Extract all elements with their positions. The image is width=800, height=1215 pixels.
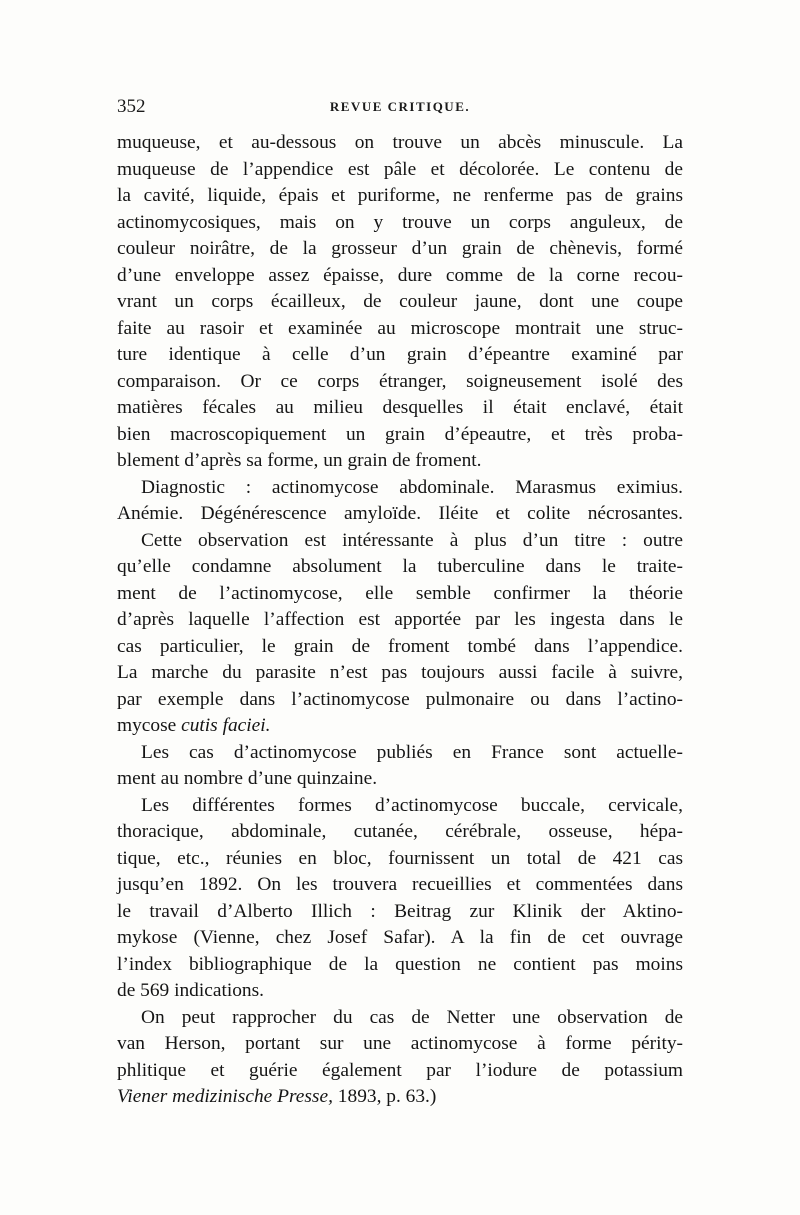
text-line: thoracique, abdominale, cutanée, cérébrale, osseuse, hépa- xyxy=(117,821,683,842)
text-line: bien macroscopiquement un grain d’épeautre, et très proba- xyxy=(117,423,683,445)
text-line: qu’elle condamne absolument la tuberculine dans le traite- xyxy=(117,556,683,577)
text-line: Anémie. Dégénérescence amyloïde. Iléite et colite nécrosantes. xyxy=(117,503,683,524)
text-line: Cette observation est intéressante à plus d’un titre : outre xyxy=(141,529,683,551)
text-line: ment au nombre d’une quinzaine. xyxy=(117,768,378,789)
page-number: 352 xyxy=(117,96,146,117)
running-head: REVUE CRITIQUE. xyxy=(329,99,471,114)
text-line: On peut rapprocher du cas de Netter une observation de xyxy=(141,1006,683,1028)
text-line: de 569 indications. xyxy=(117,980,265,1001)
text-fragment: mycose xyxy=(117,715,177,736)
text-line: van Herson, portant sur une actinomycose à forme périty- xyxy=(117,1033,683,1054)
text-line: ture identique à celle d’un grain d’épeantre examiné par xyxy=(117,344,683,365)
text-line: d’une enveloppe assez épaisse, dure comme de la corne recou- xyxy=(117,264,683,286)
italic-phrase: cutis faciei. xyxy=(181,715,271,736)
text-line: La marche du parasite n’est pas toujours aussi facile à suivre, xyxy=(117,662,683,683)
italic-citation: Viener medizinische Presse, xyxy=(117,1086,333,1107)
text-line: le travail d’Alberto Illich : Beitrag zur Klinik der Aktino- xyxy=(117,900,683,922)
page-header xyxy=(117,96,683,120)
text-line: mykose (Vienne, chez Josef Safar). A la fin de cet ouvrage xyxy=(117,927,683,948)
text-line: actinomycosiques, mais on y trouve un corps anguleux, de xyxy=(117,211,683,233)
text-line: d’après laquelle l’affection est apportée par les ingesta dans le xyxy=(117,609,683,630)
text-line: par exemple dans l’actinomycose pulmonaire ou dans l’actino- xyxy=(117,688,683,710)
text-line: muqueuse de l’appendice est pâle et décolorée. Le contenu de xyxy=(117,158,683,180)
text-line: cas particulier, le grain de froment tombé dans l’appendice. xyxy=(117,635,683,657)
text-line: comparaison. Or ce corps étranger, soigneusement isolé des xyxy=(117,370,683,392)
text-line: vrant un corps écailleux, de couleur jaune, dont une coupe xyxy=(117,291,683,312)
text-line: la cavité, liquide, épais et puriforme, ne renferme pas de grains xyxy=(117,185,683,206)
text-line: Les différentes formes d’actinomycose buccale, cervicale, xyxy=(141,794,683,816)
text-line: ment de l’actinomycose, elle semble confirmer la théorie xyxy=(117,582,683,604)
text-line: phlitique et guérie également par l’iodure de potassium xyxy=(117,1059,683,1081)
text-line: faite au rasoir et examinée au microscope montrait une struc- xyxy=(117,317,683,339)
text-line: tique, etc., réunies en bloc, fournissent un total de 421 cas xyxy=(117,847,683,869)
text-line xyxy=(117,1084,683,1111)
text-line: jusqu’en 1892. On les trouvera recueillies et commentées dans xyxy=(117,874,683,895)
body-text xyxy=(117,130,683,1111)
text-line: muqueuse, et au-dessous on trouve un abcès minuscule. La xyxy=(117,132,683,153)
text-line: couleur noirâtre, de la grosseur d’un grain de chènevis, formé xyxy=(117,238,683,259)
text-line: matières fécales au milieu desquelles il était enclavé, était xyxy=(117,397,683,418)
text-line: l’index bibliographique de la question ne contient pas moins xyxy=(117,953,683,975)
text-line: Diagnostic : actinomycose abdominale. Marasmus eximius. xyxy=(141,476,683,498)
text-line: blement d’après sa forme, un grain de froment. xyxy=(117,450,482,471)
text-fragment: 1893, p. 63.) xyxy=(337,1086,437,1107)
text-line xyxy=(117,713,683,740)
text-line: Les cas d’actinomycose publiés en France sont actuelle- xyxy=(141,741,683,763)
